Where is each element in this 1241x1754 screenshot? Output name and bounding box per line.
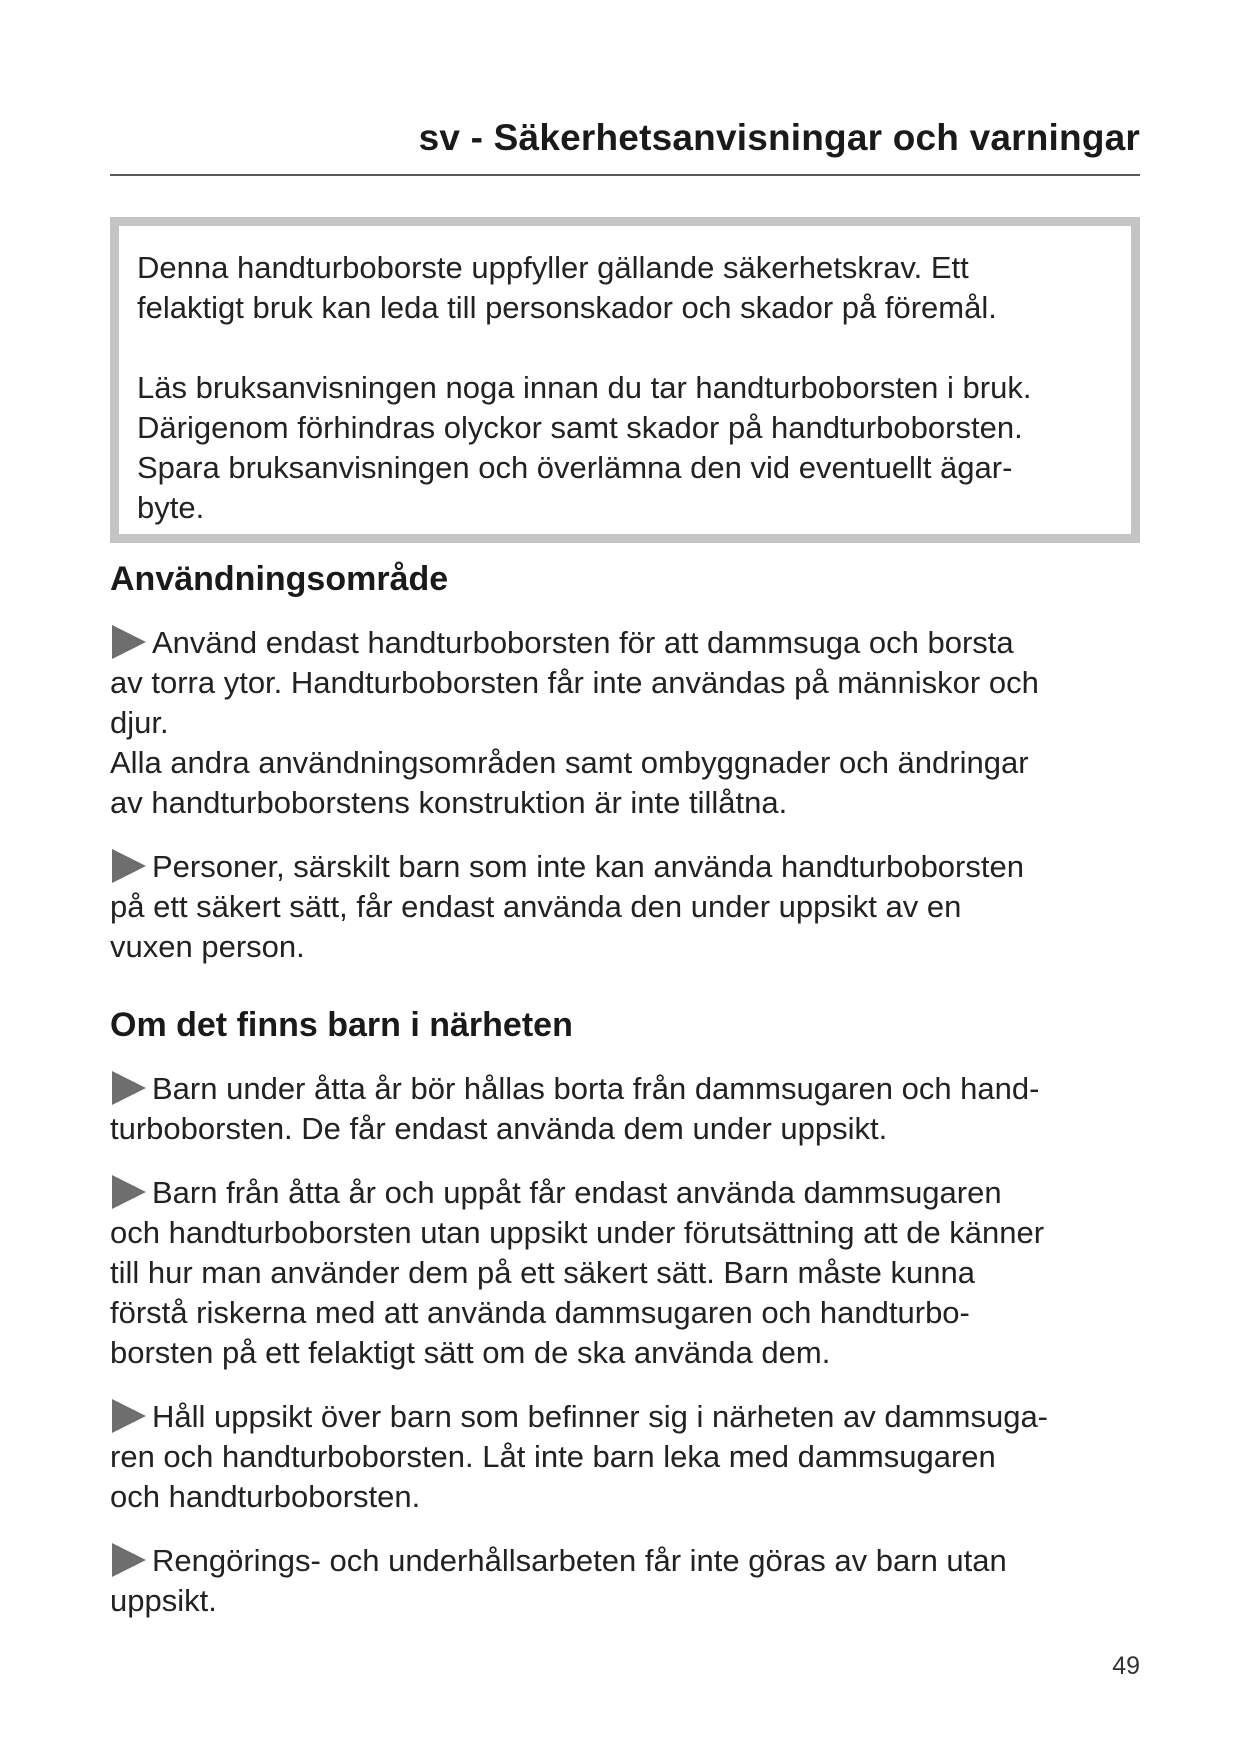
page-title: sv - Säkerhetsanvisningar och varningar [418,117,1140,158]
item-line [110,847,1140,887]
item-line [110,1397,1140,1437]
warning-item [110,1173,1140,1373]
notice-line: felaktigt bruk kan leda till personskador och skador på föremål. [137,290,997,325]
item-text: Håll uppsikt över barn som befinner sig i närheten av dammsuga- [152,1399,1049,1434]
item-line: turboborsten. De får endast använda dem under uppsikt. [110,1111,888,1146]
page-number: 49 [1112,1652,1140,1680]
item-line: borsten på ett felaktigt sätt om de ska använda dem. [110,1335,831,1370]
item-line [110,1541,1140,1581]
section-heading: Om det finns barn i närheten [110,1006,573,1044]
item-text: Barn från åtta år och uppåt får endast använda dammsugaren [152,1175,1002,1210]
notice-line: Därigenom förhindras olyckor samt skador på handturboborsten. [137,410,1023,445]
notice-line: Spara bruksanvisningen och överlämna den vid eventuellt ägar- [137,450,1013,485]
notice-line: byte. [137,490,205,525]
item-line: förstå riskerna med att använda dammsugaren och handturbo- [110,1295,970,1330]
notice-paragraph-1 [137,248,1119,328]
section-usage [110,560,1140,967]
item-line: ren och handturboborsten. Låt inte barn leka med dammsugaren [110,1439,996,1474]
notice-paragraph-2 [137,368,1119,528]
warning-arrow-icon [112,625,146,659]
item-line: av handturboborstens konstruktion är inte tillåtna. [110,785,788,820]
warning-arrow-icon [112,1399,146,1433]
warning-arrow-icon [112,1175,146,1209]
manual-page [110,0,1140,1754]
warning-arrow-icon [112,1071,146,1105]
item-line: djur. [110,705,169,740]
item-line [110,623,1140,663]
notice-line: Denna handturboborste uppfyller gällande säkerhetskrav. Ett [137,250,969,285]
warning-arrow-icon [112,849,146,883]
safety-notice-box [110,217,1140,543]
warning-arrow-icon [112,1543,146,1577]
warning-item [110,623,1140,823]
item-text: Personer, särskilt barn som inte kan använda handturboborsten [152,849,1024,884]
warning-item [110,1397,1140,1517]
item-text: Använd endast handturboborsten för att dammsuga och borsta [152,625,1014,660]
item-line [110,1173,1140,1213]
item-line [110,1069,1140,1109]
item-line: vuxen person. [110,929,305,964]
item-line: av torra ytor. Handturboborsten får inte användas på människor och [110,665,1039,700]
section-children [110,1006,1140,1621]
warning-item [110,1541,1140,1621]
page-header [110,112,1140,176]
item-line: och handturboborsten. [110,1479,421,1514]
item-text: Rengörings- och underhållsarbeten får inte göras av barn utan [152,1543,1007,1578]
item-text: Barn under åtta år bör hållas borta från dammsugaren och hand- [152,1071,1040,1106]
item-line: uppsikt. [110,1583,217,1618]
item-line: på ett säkert sätt, får endast använda den under uppsikt av en [110,889,962,924]
warning-item [110,1069,1140,1149]
warning-item [110,847,1140,967]
item-line: Alla andra användningsområden samt ombyggnader och ändringar [110,745,1029,780]
notice-line: Läs bruksanvisningen noga innan du tar handturboborsten i bruk. [137,370,1032,405]
item-line: och handturboborsten utan uppsikt under förutsättning att de känner [110,1215,1045,1250]
item-line: till hur man använder dem på ett säkert sätt. Barn måste kunna [110,1255,976,1290]
section-heading: Användningsområde [110,560,449,598]
